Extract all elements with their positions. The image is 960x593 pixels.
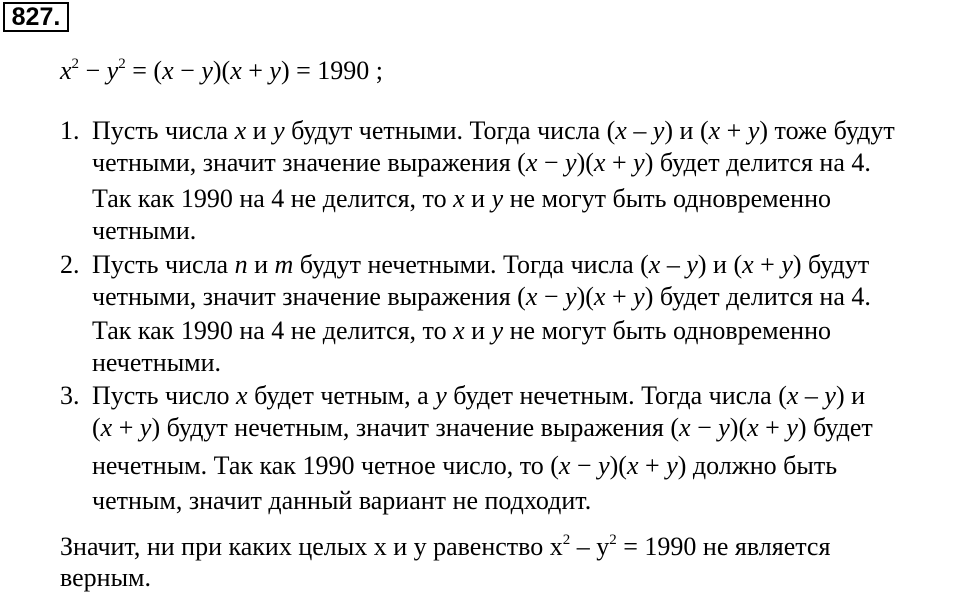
conclusion-part-3: = 1990 не является [616,532,831,561]
item-2-line-3: Так как 1990 на 4 не делится, то x и y не могут быть одновременно [92,316,831,345]
formula-fmid: )( [212,56,231,85]
conclusion-part-1: Значит, ни при каких целых x и y равенство x [60,532,563,561]
item-2-line-4: нечетными. [92,348,222,377]
item-1-line-1: Пусть числа x и y будут четными. Тогда числа (x – y) и (x + y) тоже будут [92,116,895,145]
item-2-line-1: Пусть числа n и m будут нечетными. Тогда числа (x – y) и (x + y) будут [92,250,870,279]
item-1-line-4: четными. [92,216,197,245]
formula-minus: − [79,56,107,85]
item-2-line-2: четными, значит значение выражения (x − y)(x + y) будет делится на 4. [92,282,871,311]
formula-fminus: − [173,56,202,85]
formula-x: x [60,56,72,85]
item-3-line-2: (x + y) будут нечетным, значит значение выражения (x − y)(x + y) будет [92,413,873,442]
conclusion-line-1 [60,532,830,562]
conclusion-exp-2: 2 [609,532,617,548]
conclusion-part-2: – y [570,532,610,561]
formula-y: y [106,56,119,85]
item-2-marker: 2. [60,250,80,279]
formula-eq1: = ( [125,56,163,85]
formula-exp-y: 2 [118,56,126,72]
main-formula [60,56,383,86]
formula-fx2: x [230,56,242,85]
problem-number-box [3,2,69,32]
formula-fy2: y [269,56,281,85]
item-1-line-2: четными, значит значение выражения (x − y)(x + y) будет делится на 4. [92,148,871,177]
formula-fplus: + [241,56,270,85]
item-3-line-4: четным, значит данный вариант не подходит. [92,486,592,515]
formula-fx1: x [162,56,174,85]
formula-exp-x: 2 [71,56,80,72]
item-1-line-3: Так как 1990 на 4 не делится, то x и y не могут быть одновременно [92,184,831,213]
formula-semicolon: ; [369,56,384,85]
formula-fy1: y [201,56,213,85]
problem-number: 827. [11,3,61,31]
conclusion-exp-1: 2 [562,532,571,548]
item-3-line-3: нечетным. Так как 1990 четное число, то (x − y)(x + y) должно быть [92,451,838,480]
item-3-marker: 3. [60,381,80,410]
conclusion-line-2: верным. [60,563,151,592]
item-1-marker: 1. [60,116,80,145]
item-3-line-1: Пусть число x будет четным, а y будет нечетным. Тогда числа (x – y) и [92,381,866,410]
formula-eq2: ) = 1990 [280,56,370,85]
